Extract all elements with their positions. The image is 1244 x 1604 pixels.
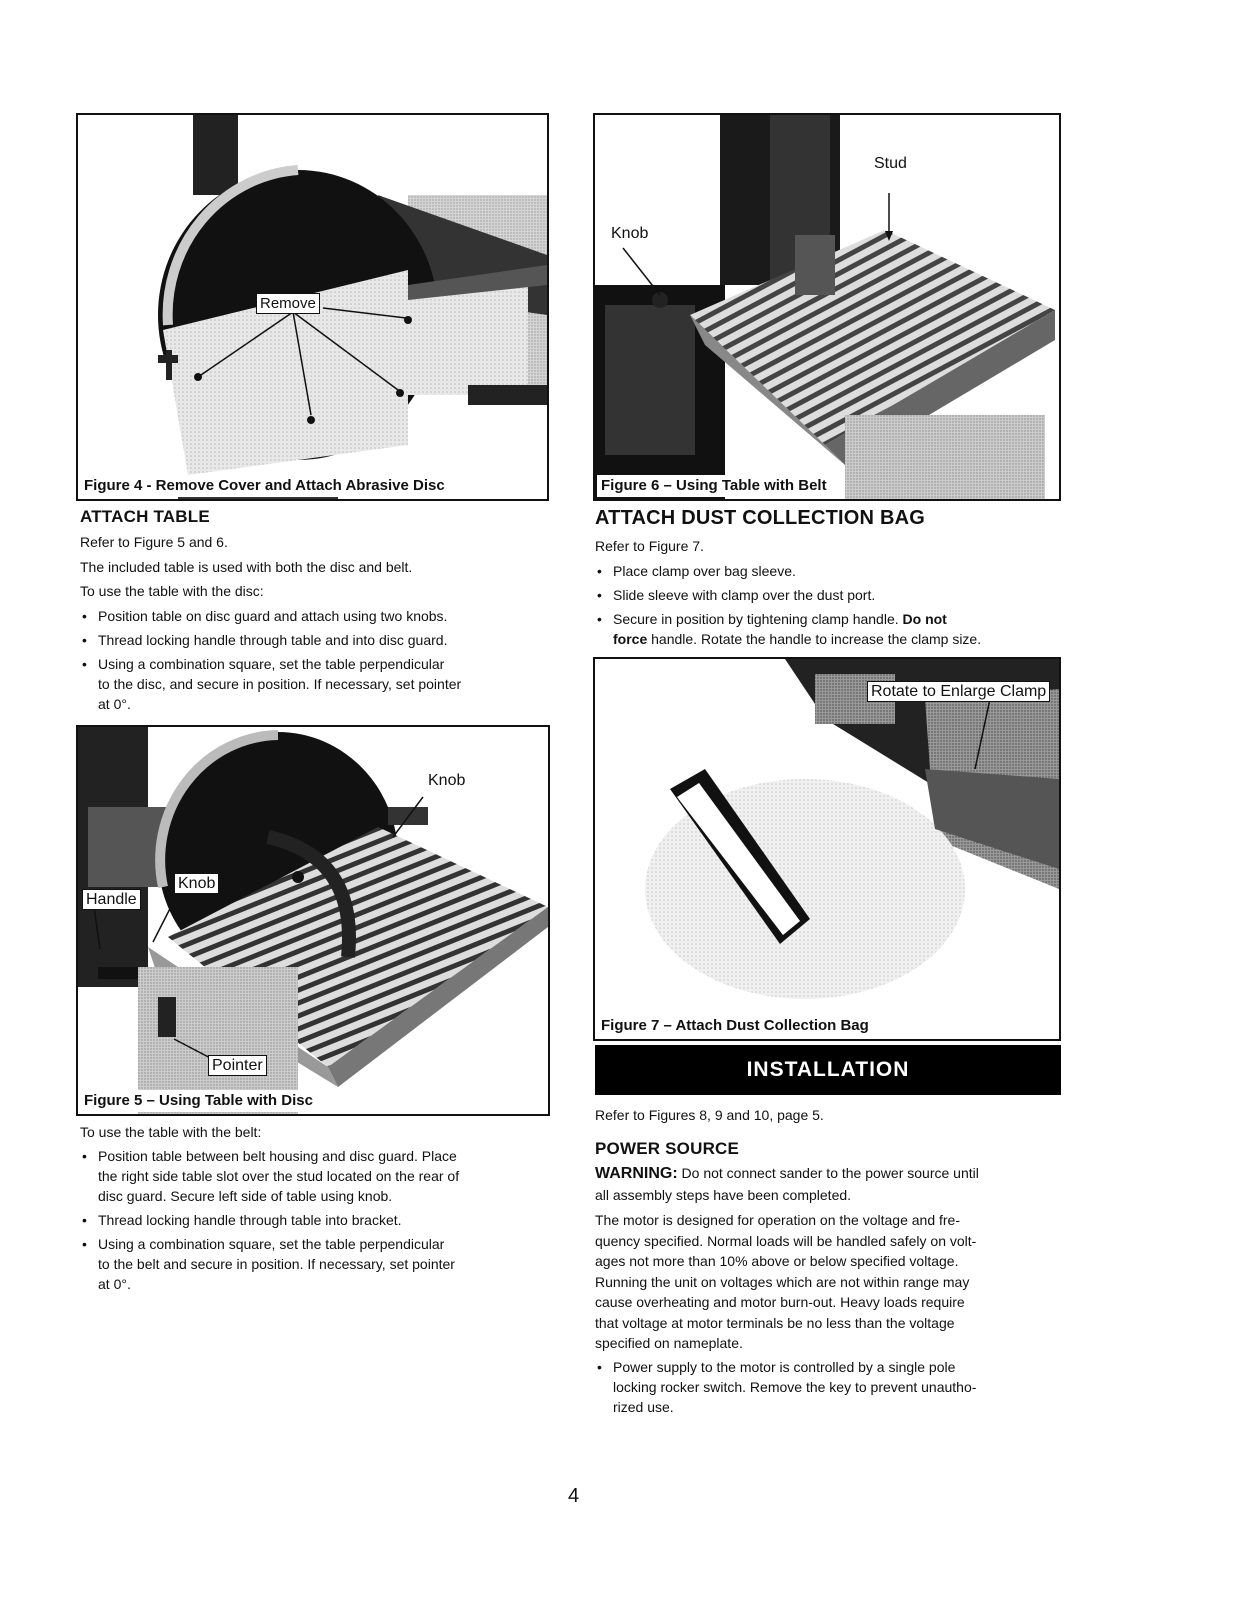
warning-label: WARNING: <box>595 1165 678 1182</box>
belt-step-3-line-3: at 0°. <box>98 1276 131 1292</box>
figure-5 <box>76 725 550 1116</box>
dust-bag-heading: ATTACH DUST COLLECTION BAG <box>595 507 925 529</box>
figure-6-caption: Figure 6 – Using Table with Belt <box>597 475 831 497</box>
disc-step-3-line-3: at 0°. <box>98 696 131 712</box>
dust-step-3-line-2 <box>613 629 1063 649</box>
callout-pointer: Pointer <box>208 1055 267 1076</box>
disc-steps-list <box>78 606 548 718</box>
motor-line-2: quency specified. Normal loads will be handled safely on volt- <box>595 1232 977 1249</box>
list-item <box>593 609 1063 649</box>
list-item <box>593 1357 1063 1417</box>
motor-line-7: specified on nameplate. <box>595 1335 743 1351</box>
dust-step-3-text-2: handle. Rotate the handle to increase the clamp size. <box>647 631 982 647</box>
warning-text-1: Do not connect sander to the power source until <box>677 1165 979 1181</box>
dust-bag-refer: Refer to Figure 7. <box>595 538 704 554</box>
dust-step-1: Place clamp over bag sleeve. <box>613 563 796 579</box>
power-step-line-3: rized use. <box>613 1399 674 1415</box>
figure-6-photo <box>595 115 1059 499</box>
disc-step-1: Position table on disc guard and attach using two knobs. <box>98 608 448 624</box>
dust-step-3-text: Secure in position by tightening clamp handle. <box>613 611 903 627</box>
figure-7-caption: Figure 7 – Attach Dust Collection Bag <box>597 1015 873 1037</box>
figure-5-photo <box>78 727 548 1114</box>
belt-step-1-line-2: the right side table slot over the stud located on the rear of <box>98 1168 460 1184</box>
list-item <box>78 630 548 650</box>
figure-6 <box>593 113 1061 501</box>
motor-line-3: ages not more than 10% above or below specified voltage. <box>595 1253 959 1269</box>
motor-line-6: that voltage at motor terminals be no less than the voltage <box>595 1314 955 1331</box>
belt-intro: To use the table with the belt: <box>80 1124 262 1140</box>
list-item <box>593 561 1063 581</box>
disc-intro: To use the table with the disc: <box>80 583 264 599</box>
dust-step-3-bold: Do not <box>902 611 947 627</box>
dust-bag-steps <box>593 561 1063 653</box>
belt-steps-list <box>78 1146 548 1298</box>
callout-knob: Knob <box>174 873 219 894</box>
list-item <box>78 654 548 714</box>
figure-7 <box>593 657 1061 1041</box>
figure-4-caption: Figure 4 - Remove Cover and Attach Abrasive Disc <box>80 475 449 497</box>
disc-step-2: Thread locking handle through table and into disc guard. <box>98 632 448 648</box>
belt-step-1-line-3: disc guard. Secure left side of table using knob. <box>98 1188 393 1204</box>
warning-line-1 <box>595 1163 979 1184</box>
belt-step-2: Thread locking handle through table into bracket. <box>98 1212 402 1228</box>
attach-table-intro: The included table is used with both the disc and belt. <box>80 559 413 575</box>
power-step-line-2: locking rocker switch. Remove the key to prevent unautho- <box>613 1379 977 1395</box>
dust-step-3-bold-2: force <box>613 631 648 647</box>
installation-banner: INSTALLATION <box>595 1045 1061 1095</box>
figure-4 <box>76 113 549 501</box>
callout-rotate-clamp: Rotate to Enlarge Clamp <box>867 681 1050 702</box>
installation-refer: Refer to Figures 8, 9 and 10, page 5. <box>595 1107 824 1123</box>
dust-step-3-line-1 <box>613 609 1063 629</box>
figure-5-caption: Figure 5 – Using Table with Disc <box>80 1090 317 1112</box>
attach-table-heading: ATTACH TABLE <box>80 507 210 526</box>
power-step-line-1: • Power supply to the motor is controlled by a single pole <box>613 1359 956 1375</box>
figure-7-photo <box>595 659 1059 1039</box>
list-item <box>78 1210 548 1230</box>
callout-knob-top: Knob <box>428 772 466 789</box>
motor-line-5: cause overheating and motor burn-out. Heavy loads require <box>595 1294 965 1310</box>
belt-step-3-line-2: to the belt and secure in position. If necessary, set pointer <box>98 1256 455 1272</box>
dust-step-2: Slide sleeve with clamp over the dust port. <box>613 587 876 603</box>
warning-line-2: all assembly steps have been completed. <box>595 1187 852 1203</box>
motor-line-1: The motor is designed for operation on the voltage and fre- <box>595 1212 960 1228</box>
motor-paragraph <box>595 1210 976 1354</box>
callout-stud: Stud <box>874 155 907 172</box>
list-item <box>593 585 1063 605</box>
callout-knob: Knob <box>611 225 649 242</box>
power-steps-list <box>593 1357 1063 1421</box>
attach-table-refer: Refer to Figure 5 and 6. <box>80 534 228 550</box>
motor-line-4: Running the unit on voltages which are not within range may <box>595 1273 970 1290</box>
list-item <box>78 1234 548 1294</box>
page-number: 4 <box>568 1485 580 1507</box>
disc-step-3-line-2: to the disc, and secure in position. If necessary, set pointer <box>98 676 462 692</box>
list-item <box>78 1146 548 1206</box>
callout-handle: Handle <box>82 889 141 910</box>
callout-remove: Remove <box>256 293 320 314</box>
disc-step-3-line-1: • Using a combination square, set the table perpendicular <box>98 656 445 672</box>
list-item <box>78 606 548 626</box>
belt-step-3-line-1: • Using a combination square, set the table perpendicular <box>98 1236 445 1252</box>
belt-step-1-line-1: • Position table between belt housing and disc guard. Place <box>98 1148 457 1164</box>
power-source-heading: POWER SOURCE <box>595 1139 740 1158</box>
